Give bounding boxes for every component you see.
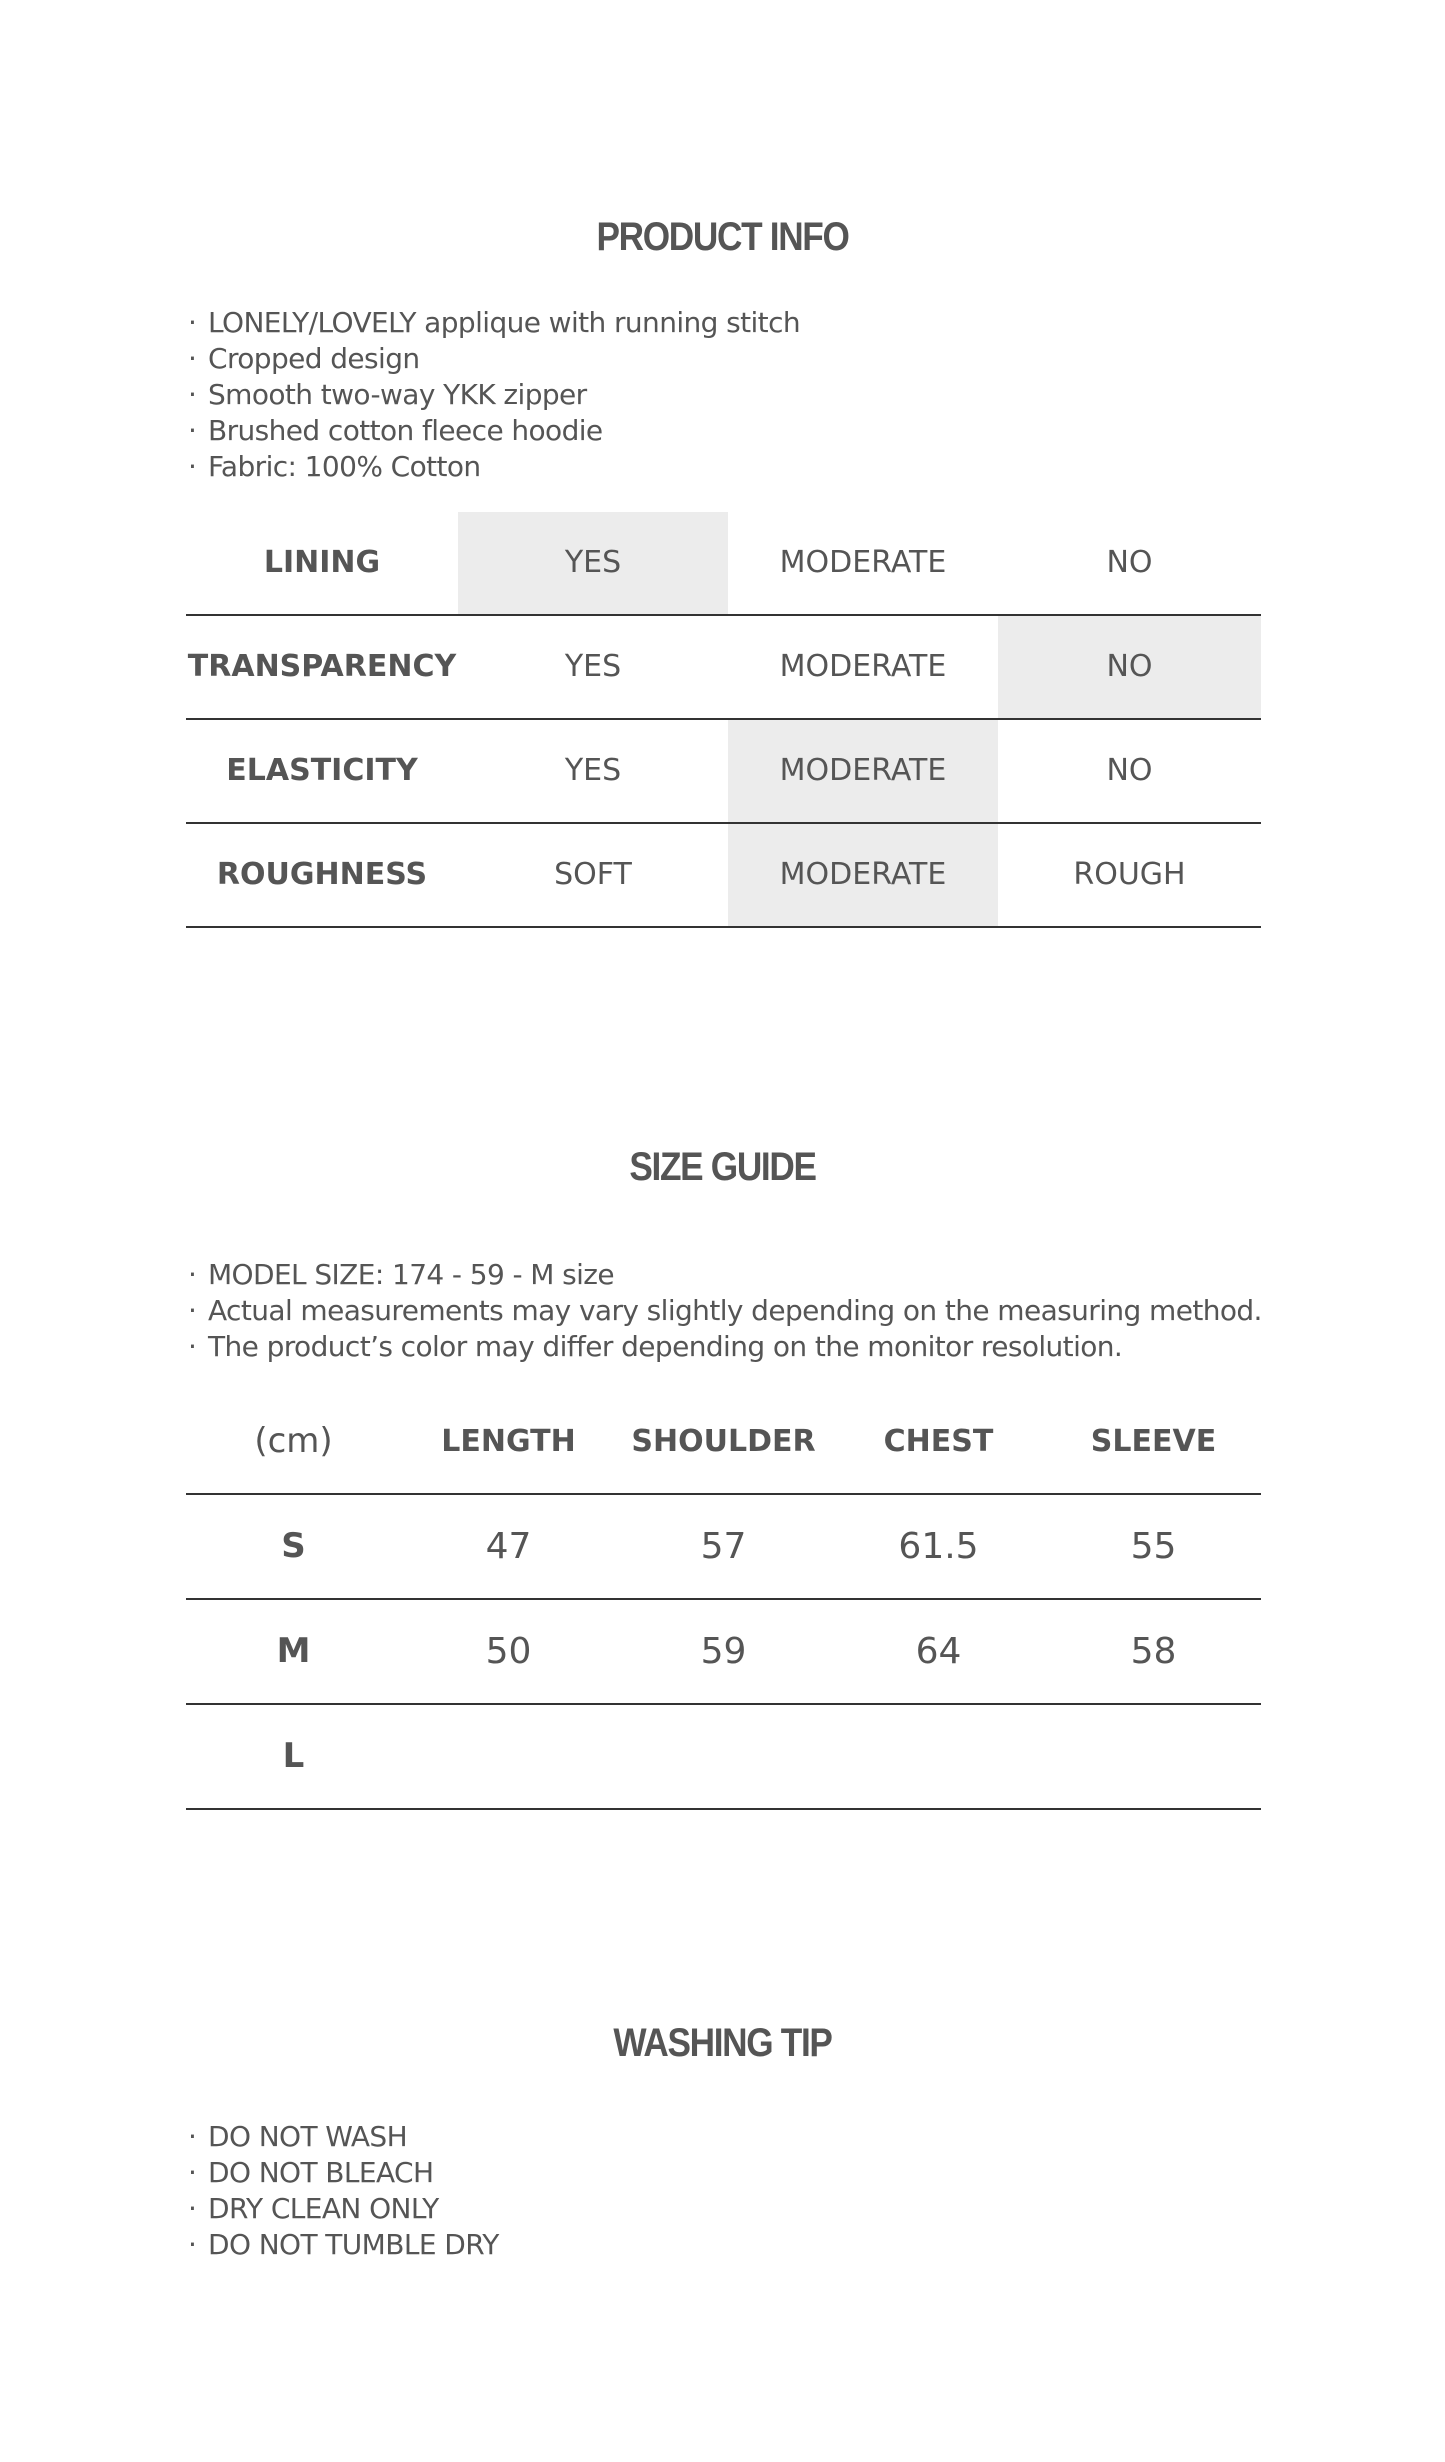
row-label: LINING (263, 545, 381, 580)
washing-tip-title: WASHING TIP (613, 2021, 832, 2065)
measurement-cell (401, 1705, 616, 1808)
column-header: SLEEVE (1090, 1424, 1217, 1459)
option-cell: ROUGH (1073, 857, 1186, 892)
list-item: · DO NOT BLEACH (188, 2155, 499, 2191)
column-header: LENGTH (441, 1424, 576, 1459)
list-item: · Smooth two-way YKK zipper (188, 377, 800, 413)
fabric-properties-table (186, 512, 1261, 928)
table-row (186, 720, 1261, 824)
list-item: · LONELY/LOVELY applique with running stitch (188, 305, 800, 341)
size-guide-title: SIZE GUIDE (629, 1145, 816, 1189)
unit-label: (cm) (254, 1421, 333, 1461)
list-item: · Brushed cotton fleece hoodie (188, 413, 800, 449)
list-item: · DO NOT TUMBLE DRY (188, 2227, 499, 2263)
measurement-cell: 58 (1130, 1631, 1177, 1672)
list-item: · Fabric: 100% Cotton (188, 449, 800, 485)
row-label: TRANSPARENCY (187, 649, 457, 684)
list-item: · The product’s color may differ depending on the monitor resolution. (188, 1329, 1262, 1365)
list-item: · Actual measurements may vary slightly depending on the measuring method. (188, 1293, 1262, 1329)
size-label: S (281, 1526, 306, 1566)
size-label: L (282, 1736, 305, 1776)
list-item: · MODEL SIZE: 174 - 59 - M size (188, 1257, 1262, 1293)
table-row (186, 824, 1261, 928)
measurement-cell: 55 (1130, 1526, 1177, 1567)
table-row (186, 1705, 1261, 1810)
size-label: M (276, 1631, 311, 1671)
table-row (186, 616, 1261, 720)
option-cell: YES (564, 649, 622, 684)
table-row (186, 512, 1261, 616)
column-header: CHEST (883, 1424, 994, 1459)
measurement-cell (1046, 1705, 1261, 1808)
list-item: · DRY CLEAN ONLY (188, 2191, 499, 2227)
option-cell: YES (564, 753, 622, 788)
option-cell: MODERATE (728, 720, 998, 822)
measurement-cell: 50 (485, 1631, 532, 1672)
measurement-cell: 57 (700, 1526, 747, 1567)
option-cell: NO (998, 616, 1261, 718)
table-header-row (186, 1390, 1261, 1495)
measurement-cell: 64 (915, 1631, 962, 1672)
measurement-cell: 59 (700, 1631, 747, 1672)
measurement-cell: 47 (485, 1526, 532, 1567)
measurement-cell: 61.5 (898, 1526, 979, 1567)
measurement-cell (616, 1705, 831, 1808)
product-info-title: PRODUCT INFO (596, 215, 849, 259)
size-table (186, 1390, 1261, 1810)
table-row (186, 1600, 1261, 1705)
option-cell: NO (1106, 753, 1153, 788)
measurement-cell (831, 1705, 1046, 1808)
option-cell: YES (458, 512, 728, 614)
row-label: ELASTICITY (226, 753, 418, 788)
option-cell: NO (1106, 545, 1153, 580)
list-item: · Cropped design (188, 341, 800, 377)
row-label: ROUGHNESS (216, 857, 428, 892)
table-row (186, 1495, 1261, 1600)
option-cell: SOFT (554, 857, 632, 892)
option-cell: MODERATE (779, 649, 947, 684)
column-header: SHOULDER (631, 1424, 816, 1459)
washing-tip-list (188, 2119, 499, 2263)
option-cell: MODERATE (728, 824, 998, 926)
option-cell: MODERATE (779, 545, 947, 580)
size-guide-notes (188, 1257, 1262, 1365)
list-item: · DO NOT WASH (188, 2119, 499, 2155)
product-info-list (188, 305, 800, 485)
